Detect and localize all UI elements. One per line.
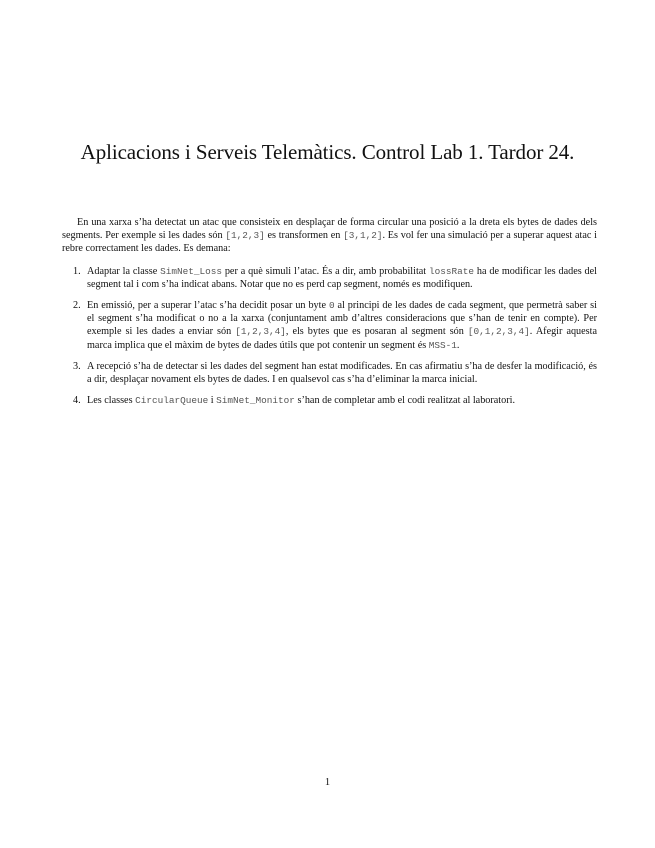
task-1-text-3: ha de modificar les dades del segment tal i com s’ha indicat abans. Notar que no es perd cap segment, només es modifiquen. <box>87 265 597 290</box>
task-item-3 <box>62 360 597 386</box>
intro-code-example-output: [3,1,2] <box>343 230 383 242</box>
task-number-4: 4. <box>73 395 81 407</box>
document-title: Aplicacions i Serveis Telemàtics. Control Lab 1. Tardor 24. <box>80 140 575 164</box>
task-item-1 <box>62 265 597 291</box>
task-2-code-zero-byte: 0 <box>328 300 335 312</box>
page-number: 1 <box>324 777 331 788</box>
task-4-text-2: i <box>208 395 217 407</box>
task-3-text-1: A recepció s’ha de detectar si les dades del segment han estat modificades. En cas afirmatiu s’ha de desfer la modificació, és a dir, desplaçar novament els bytes de dades. I en qualsevol cas s’ha d’eliminar la marca inicial. <box>87 360 597 386</box>
task-2-code-segment-example: [0,1,2,3,4] <box>467 326 530 338</box>
task-4-code-simnet-monitor: SimNet_Monitor <box>216 395 295 407</box>
task-2-text-5: . <box>456 339 460 351</box>
task-number-3: 3. <box>73 360 81 372</box>
task-1-text-1: Adaptar la classe <box>87 265 161 277</box>
intro-code-example-input: [1,2,3] <box>225 230 265 242</box>
task-2-text-2: al principi de les dades de cada segment, que permetrà saber si el segment s’ha modificat o no a la xarxa (conjuntament amb d’altres consideracions que s’han de tenir en compte). Per exemple si les dades a enviar són <box>87 300 597 338</box>
task-2-code-mss: MSS-1 <box>428 339 457 351</box>
task-2-text-1: En emissió, per a superar l’atac s’ha decidit posar un byte <box>87 300 329 312</box>
task-1-code-lossrate: lossRate <box>429 265 475 277</box>
task-item-4 <box>62 394 597 407</box>
task-list <box>62 265 597 408</box>
task-number-2: 2. <box>73 300 81 312</box>
task-2-text-3: , els bytes que es posaran al segment són <box>285 326 468 338</box>
intro-text-1: En una xarxa s’ha detectat un atac que consisteix en desplaçar de forma circular una posició a la dreta els bytes de dades dels segments. Per exemple si les dades són <box>62 217 597 242</box>
task-1-text-2: per a què simuli l’atac. És a dir, amb probabilitat <box>221 265 430 277</box>
task-4-text-3: s’han de completar amb el codi realitzat al laboratori. <box>294 395 516 407</box>
task-4-code-circularqueue: CircularQueue <box>135 395 209 407</box>
task-2-text-4: . Afegir aquesta marca implica que el màxim de bytes de dades útils que pot contenir un segment és <box>87 326 597 351</box>
document-body <box>62 216 597 415</box>
intro-paragraph <box>62 216 597 256</box>
task-item-2 <box>62 299 597 352</box>
task-number-1: 1. <box>73 265 81 277</box>
task-4-text-1: Les classes <box>87 395 136 407</box>
task-1-code-simnet-loss: SimNet_Loss <box>160 265 222 277</box>
intro-text-3: . Es vol fer una simulació per a superar aquest atac i rebre correctament les dades. Es demana: <box>62 230 597 255</box>
task-2-code-data-example: [1,2,3,4] <box>235 326 286 338</box>
intro-text-2: es transformen en <box>264 230 344 242</box>
